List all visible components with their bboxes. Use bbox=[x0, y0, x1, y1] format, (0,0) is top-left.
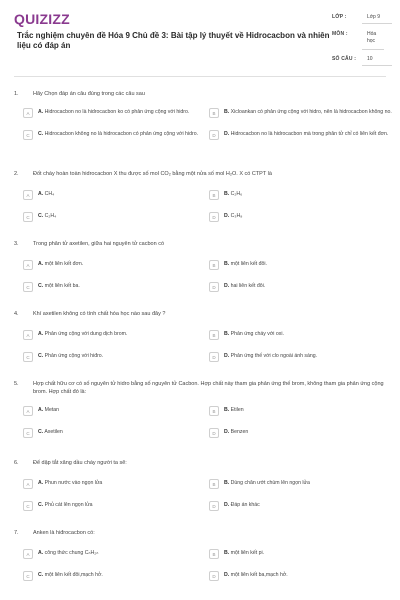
option-key: D. bbox=[224, 283, 230, 289]
option-letter: B bbox=[209, 479, 219, 489]
question-number: 1. bbox=[14, 91, 19, 97]
question-5 bbox=[14, 380, 386, 438]
question-text: Đốt cháy hoàn toàn hidrocacbon X thu được số mol CO₂ bằng một nửa số mol H₂O. X có CTPT là bbox=[33, 171, 272, 177]
option-text: Hidrocacbon no là hidrocacbon ko có phản ứng cộng với hidro. bbox=[44, 109, 190, 115]
option-key: B. bbox=[224, 550, 230, 556]
option-text: một liên kết đôi. bbox=[230, 261, 267, 267]
question-number: 5. bbox=[14, 381, 19, 387]
option-d[interactable] bbox=[209, 282, 395, 292]
meta-row-count bbox=[332, 56, 392, 66]
option-text: Đáp án khác bbox=[230, 502, 260, 508]
meta-value: Hóa học bbox=[362, 31, 384, 50]
option-text: Phun nước vào ngọn lửa bbox=[44, 480, 103, 486]
option-c[interactable] bbox=[23, 282, 209, 292]
option-key: A. bbox=[38, 480, 44, 486]
option-letter: D bbox=[209, 501, 219, 511]
option-letter: A bbox=[23, 549, 33, 559]
meta-info bbox=[332, 14, 392, 66]
option-key: B. bbox=[224, 480, 230, 486]
option-a[interactable] bbox=[23, 108, 209, 118]
option-key: C. bbox=[38, 572, 44, 578]
divider bbox=[14, 76, 386, 77]
question-4 bbox=[14, 310, 386, 362]
question-2 bbox=[14, 170, 386, 222]
meta-value: 10 bbox=[362, 56, 392, 66]
option-key: D. bbox=[224, 572, 230, 578]
question-text: Trong phân tử axetilen, giữa hai nguyên tử cacbon có bbox=[33, 241, 165, 247]
question-number: 2. bbox=[14, 171, 19, 177]
question-number: 6. bbox=[14, 460, 19, 466]
option-key: C. bbox=[38, 131, 44, 137]
option-letter: A bbox=[23, 330, 33, 340]
option-text: C₃H₈ bbox=[230, 213, 243, 219]
question-number: 3. bbox=[14, 241, 19, 247]
option-text: một liên kết đôi,mạch hở. bbox=[44, 572, 103, 578]
question-1 bbox=[14, 90, 392, 140]
option-letter: B bbox=[209, 260, 219, 270]
question-text: Khí axetilen không có tính chất hóa học nào sau đây ? bbox=[33, 311, 166, 317]
meta-label: MÔN : bbox=[332, 31, 348, 37]
option-b[interactable] bbox=[209, 406, 395, 416]
option-key: C. bbox=[38, 213, 44, 219]
option-letter: B bbox=[209, 108, 219, 118]
option-d[interactable] bbox=[209, 571, 395, 581]
option-text: C₂H₆ bbox=[230, 191, 243, 197]
option-text: hai liên kết đôi. bbox=[230, 283, 266, 289]
option-key: A. bbox=[38, 191, 44, 197]
option-key: D. bbox=[224, 429, 230, 435]
question-text: Hợp chất hữu cơ có số nguyên tử hidro bằng số nguyên tử Cacbon. Hợp chất này tham gia phản ứng thế brom, không tham gia phản ứng cộng brom. Hợp chất đó là: bbox=[33, 381, 384, 395]
option-text: Phản ứng cháy với oxi. bbox=[230, 331, 284, 337]
option-key: A. bbox=[38, 550, 44, 556]
option-text: Phản ứng cộng với hiđro. bbox=[44, 353, 104, 359]
option-b[interactable] bbox=[209, 260, 395, 270]
option-text: một liên kết ba. bbox=[44, 283, 80, 289]
option-b[interactable] bbox=[209, 549, 395, 559]
option-letter: D bbox=[209, 571, 219, 581]
option-text: Dùng chăn ướt chùm lên ngọn lửa bbox=[230, 480, 310, 486]
option-letter: B bbox=[209, 549, 219, 559]
option-a[interactable] bbox=[23, 406, 209, 416]
option-text: Etilen bbox=[230, 407, 244, 413]
question-text: Để dập tắt xăng dầu cháy người ta sẽ: bbox=[33, 460, 127, 466]
option-key: B. bbox=[224, 261, 230, 267]
option-text: Hidrocacbon no là hidrocacbon mà trong phân tử chỉ có liên kết đơn. bbox=[230, 131, 389, 137]
option-d[interactable] bbox=[209, 130, 395, 140]
option-letter: A bbox=[23, 260, 33, 270]
option-letter: C bbox=[23, 212, 33, 222]
option-key: B. bbox=[224, 407, 230, 413]
option-a[interactable] bbox=[23, 330, 209, 340]
option-a[interactable] bbox=[23, 549, 209, 559]
option-d[interactable] bbox=[209, 352, 395, 362]
option-key: C. bbox=[38, 353, 44, 359]
option-key: A. bbox=[38, 331, 44, 337]
option-letter: A bbox=[23, 406, 33, 416]
option-key: A. bbox=[38, 407, 44, 413]
option-text: Phản ứng cộng với dung dịch brom. bbox=[44, 331, 128, 337]
meta-row-grade bbox=[332, 14, 392, 24]
option-text: Xicloankan có phản ứng cộng với hidro, nên là hidrocacbon không no. bbox=[230, 109, 392, 115]
option-key: D. bbox=[224, 213, 230, 219]
option-b[interactable] bbox=[209, 108, 395, 118]
option-d[interactable] bbox=[209, 212, 395, 222]
option-c[interactable] bbox=[23, 352, 209, 362]
question-3 bbox=[14, 240, 386, 292]
option-key: A. bbox=[38, 109, 44, 115]
option-letter: B bbox=[209, 406, 219, 416]
option-a[interactable] bbox=[23, 190, 209, 200]
option-text: CH₄ bbox=[44, 191, 55, 197]
option-letter: C bbox=[23, 501, 33, 511]
question-text: Hãy Chọn đáp án câu đúng trong các câu sau bbox=[33, 91, 145, 97]
option-text: Axetilen bbox=[44, 429, 63, 435]
option-text: một liên kết đơn. bbox=[44, 261, 84, 267]
option-text: Phản ứng thế với clo ngoài ánh sáng. bbox=[230, 353, 318, 359]
option-c[interactable] bbox=[23, 571, 209, 581]
option-letter: A bbox=[23, 190, 33, 200]
question-number: 7. bbox=[14, 530, 19, 536]
option-key: A. bbox=[38, 261, 44, 267]
option-letter: D bbox=[209, 130, 219, 140]
option-key: D. bbox=[224, 502, 230, 508]
option-letter: C bbox=[23, 571, 33, 581]
option-letter: C bbox=[23, 428, 33, 438]
option-c[interactable] bbox=[23, 428, 209, 438]
option-c[interactable] bbox=[23, 212, 209, 222]
option-text: Hidrocacbon không no là hidrocacbon có phản ứng cộng với hidro. bbox=[44, 131, 199, 137]
option-b[interactable] bbox=[209, 479, 395, 489]
option-d[interactable] bbox=[209, 501, 395, 511]
option-text: công thức chung CₙH₂ₙ bbox=[44, 550, 99, 556]
option-key: B. bbox=[224, 109, 230, 115]
meta-label: LỚP : bbox=[332, 14, 347, 20]
option-letter: A bbox=[23, 108, 33, 118]
option-letter: D bbox=[209, 212, 219, 222]
option-a[interactable] bbox=[23, 479, 209, 489]
option-letter: C bbox=[23, 352, 33, 362]
option-text: C₂H₄ bbox=[44, 213, 57, 219]
option-text: một liên kết pi. bbox=[230, 550, 265, 556]
option-text: Benzen bbox=[230, 429, 249, 435]
option-key: D. bbox=[224, 353, 230, 359]
question-7 bbox=[14, 529, 386, 581]
option-letter: D bbox=[209, 352, 219, 362]
option-key: C. bbox=[38, 429, 44, 435]
option-b[interactable] bbox=[209, 190, 395, 200]
option-text: Phủ cát lên ngọn lửa bbox=[44, 502, 93, 508]
option-letter: D bbox=[209, 282, 219, 292]
option-key: B. bbox=[224, 191, 230, 197]
option-letter: B bbox=[209, 330, 219, 340]
option-b[interactable] bbox=[209, 330, 395, 340]
question-text: Anken là hiđrocacbon có: bbox=[33, 530, 95, 536]
option-text: một liên kết ba,mạch hở. bbox=[230, 572, 288, 578]
option-letter: A bbox=[23, 479, 33, 489]
meta-row-subject bbox=[332, 31, 392, 50]
meta-label: SỐ CÂU : bbox=[332, 56, 357, 62]
option-key: C. bbox=[38, 502, 44, 508]
option-text: Metan bbox=[44, 407, 60, 413]
option-key: B. bbox=[224, 331, 230, 337]
option-letter: B bbox=[209, 190, 219, 200]
meta-value: Lớp 9 bbox=[362, 14, 392, 24]
option-key: C. bbox=[38, 283, 44, 289]
page-title: Trắc nghiệm chuyên đề Hóa 9 Chủ đề 3: Bài tập lý thuyết về Hidrocacbon và nhiên liệu có đáp án bbox=[17, 31, 330, 50]
option-letter: D bbox=[209, 428, 219, 438]
option-c[interactable] bbox=[23, 130, 209, 140]
question-number: 4. bbox=[14, 311, 19, 317]
option-d[interactable] bbox=[209, 428, 395, 438]
option-key: D. bbox=[224, 131, 230, 137]
option-letter: C bbox=[23, 130, 33, 140]
option-c[interactable] bbox=[23, 501, 209, 511]
option-letter: C bbox=[23, 282, 33, 292]
option-a[interactable] bbox=[23, 260, 209, 270]
question-6 bbox=[14, 459, 386, 511]
quizizz-logo: QUIZIZZ bbox=[14, 11, 70, 27]
